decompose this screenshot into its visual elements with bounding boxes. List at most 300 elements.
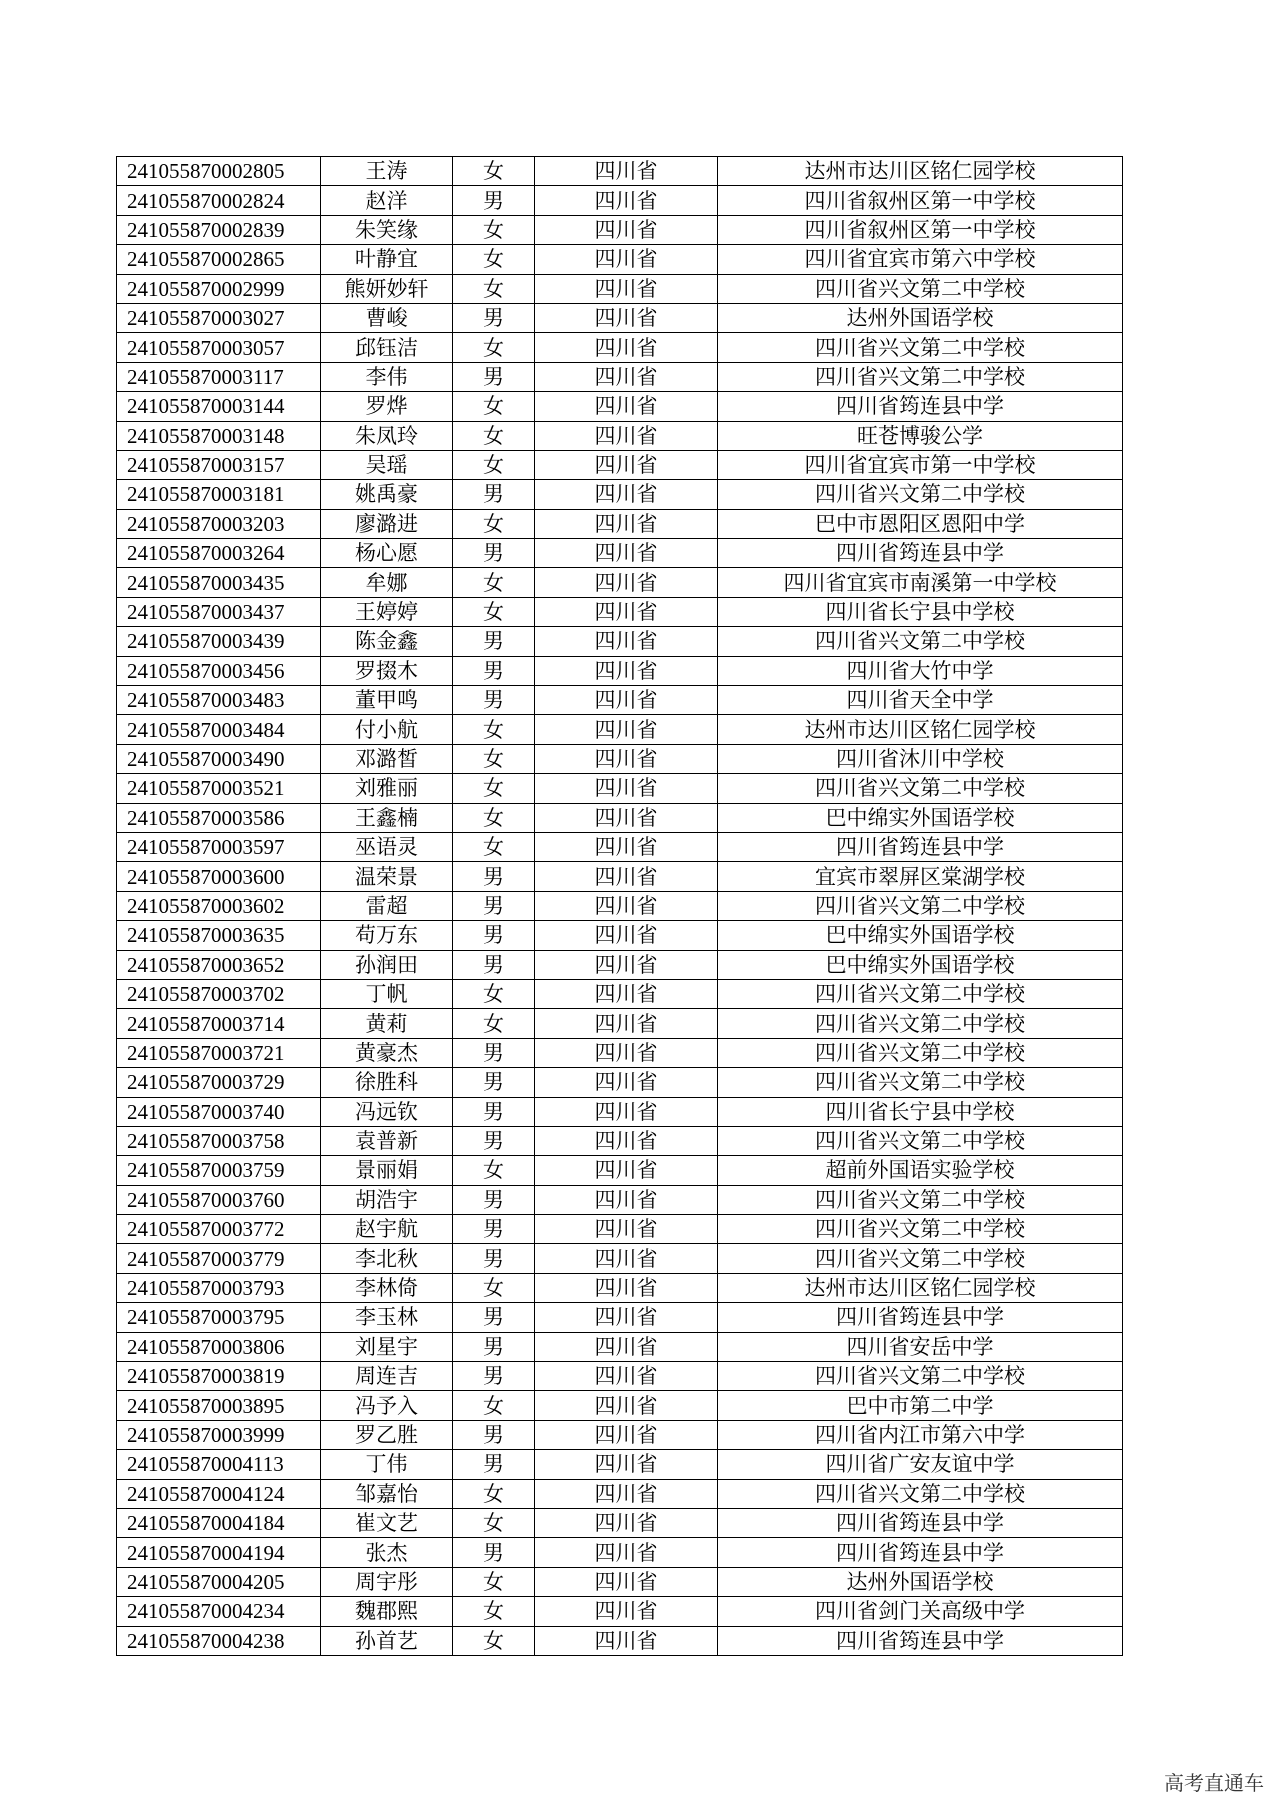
table-row <box>117 1126 1123 1155</box>
gender-cell: 男 <box>453 1303 535 1332</box>
gender-cell: 男 <box>453 1538 535 1567</box>
province-cell: 四川省 <box>535 1215 718 1244</box>
gender-cell: 女 <box>453 568 535 597</box>
gender-cell: 男 <box>453 1244 535 1273</box>
exam-id-cell: 241055870003586 <box>117 803 321 832</box>
exam-id-cell: 241055870003437 <box>117 597 321 626</box>
exam-id-cell: 241055870003779 <box>117 1244 321 1273</box>
table-row <box>117 979 1123 1008</box>
table-row <box>117 1538 1123 1567</box>
province-cell: 四川省 <box>535 509 718 538</box>
exam-id-cell: 241055870003819 <box>117 1362 321 1391</box>
exam-id-cell: 241055870003027 <box>117 303 321 332</box>
gender-cell: 女 <box>453 1508 535 1537</box>
school-cell: 四川省兴文第二中学校 <box>718 1068 1123 1097</box>
exam-id-cell: 241055870003144 <box>117 392 321 421</box>
province-cell: 四川省 <box>535 1273 718 1302</box>
province-cell: 四川省 <box>535 480 718 509</box>
name-cell: 王婷婷 <box>321 597 453 626</box>
gender-cell: 女 <box>453 274 535 303</box>
gender-cell: 女 <box>453 1156 535 1185</box>
name-cell: 孙首艺 <box>321 1626 453 1655</box>
school-cell: 四川省筠连县中学 <box>718 832 1123 861</box>
exam-id-cell: 241055870003652 <box>117 950 321 979</box>
exam-id-cell: 241055870003602 <box>117 891 321 920</box>
school-cell: 四川省长宁县中学校 <box>718 1097 1123 1126</box>
exam-id-cell: 241055870002865 <box>117 245 321 274</box>
name-cell: 杨心愿 <box>321 539 453 568</box>
province-cell: 四川省 <box>535 1508 718 1537</box>
exam-id-cell: 241055870003203 <box>117 509 321 538</box>
table-row <box>117 1185 1123 1214</box>
exam-id-cell: 241055870004238 <box>117 1626 321 1655</box>
table-row <box>117 539 1123 568</box>
province-cell: 四川省 <box>535 539 718 568</box>
school-cell: 四川省兴文第二中学校 <box>718 1215 1123 1244</box>
province-cell: 四川省 <box>535 656 718 685</box>
school-cell: 四川省宜宾市第一中学校 <box>718 450 1123 479</box>
table-row <box>117 1038 1123 1067</box>
exam-id-cell: 241055870003795 <box>117 1303 321 1332</box>
name-cell: 曹峻 <box>321 303 453 332</box>
province-cell: 四川省 <box>535 1303 718 1332</box>
province-cell: 四川省 <box>535 1185 718 1214</box>
table-row <box>117 1009 1123 1038</box>
table-row <box>117 774 1123 803</box>
table-row <box>117 568 1123 597</box>
school-cell: 四川省兴文第二中学校 <box>718 362 1123 391</box>
gender-cell: 女 <box>453 245 535 274</box>
province-cell: 四川省 <box>535 1450 718 1479</box>
name-cell: 牟娜 <box>321 568 453 597</box>
exam-id-cell: 241055870004194 <box>117 1538 321 1567</box>
name-cell: 邱钰洁 <box>321 333 453 362</box>
school-cell: 四川省兴文第二中学校 <box>718 333 1123 362</box>
student-roster-table <box>116 156 1123 1656</box>
province-cell: 四川省 <box>535 1068 718 1097</box>
school-cell: 四川省兴文第二中学校 <box>718 979 1123 1008</box>
table-row <box>117 421 1123 450</box>
province-cell: 四川省 <box>535 1597 718 1626</box>
gender-cell: 男 <box>453 656 535 685</box>
school-cell: 巴中市恩阳区恩阳中学 <box>718 509 1123 538</box>
school-cell: 四川省宜宾市第六中学校 <box>718 245 1123 274</box>
exam-id-cell: 241055870003057 <box>117 333 321 362</box>
school-cell: 达州市达川区铭仁园学校 <box>718 1273 1123 1302</box>
province-cell: 四川省 <box>535 333 718 362</box>
exam-id-cell: 241055870002999 <box>117 274 321 303</box>
province-cell: 四川省 <box>535 891 718 920</box>
name-cell: 刘雅丽 <box>321 774 453 803</box>
gender-cell: 女 <box>453 715 535 744</box>
exam-id-cell: 241055870003635 <box>117 921 321 950</box>
name-cell: 张杰 <box>321 1538 453 1567</box>
table-row <box>117 303 1123 332</box>
gender-cell: 女 <box>453 157 535 186</box>
exam-id-cell: 241055870003806 <box>117 1332 321 1361</box>
table-row <box>117 450 1123 479</box>
province-cell: 四川省 <box>535 1038 718 1067</box>
province-cell: 四川省 <box>535 1126 718 1155</box>
gender-cell: 女 <box>453 774 535 803</box>
province-cell: 四川省 <box>535 392 718 421</box>
province-cell: 四川省 <box>535 832 718 861</box>
exam-id-cell: 241055870002805 <box>117 157 321 186</box>
exam-id-cell: 241055870003895 <box>117 1391 321 1420</box>
province-cell: 四川省 <box>535 597 718 626</box>
gender-cell: 男 <box>453 1420 535 1449</box>
gender-cell: 男 <box>453 862 535 891</box>
province-cell: 四川省 <box>535 568 718 597</box>
school-cell: 四川省兴文第二中学校 <box>718 1038 1123 1067</box>
province-cell: 四川省 <box>535 1567 718 1596</box>
name-cell: 李北秋 <box>321 1244 453 1273</box>
province-cell: 四川省 <box>535 1362 718 1391</box>
gender-cell: 女 <box>453 1273 535 1302</box>
exam-id-cell: 241055870003714 <box>117 1009 321 1038</box>
name-cell: 叶静宜 <box>321 245 453 274</box>
province-cell: 四川省 <box>535 950 718 979</box>
school-cell: 四川省筠连县中学 <box>718 1303 1123 1332</box>
school-cell: 巴中绵实外国语学校 <box>718 921 1123 950</box>
name-cell: 苟万东 <box>321 921 453 950</box>
roster-body <box>117 157 1123 1656</box>
name-cell: 崔文艺 <box>321 1508 453 1537</box>
table-row <box>117 186 1123 215</box>
exam-id-cell: 241055870004113 <box>117 1450 321 1479</box>
exam-id-cell: 241055870003600 <box>117 862 321 891</box>
school-cell: 达州外国语学校 <box>718 303 1123 332</box>
name-cell: 刘星宇 <box>321 1332 453 1361</box>
province-cell: 四川省 <box>535 1479 718 1508</box>
name-cell: 熊妍妙轩 <box>321 274 453 303</box>
school-cell: 四川省筠连县中学 <box>718 1626 1123 1655</box>
exam-id-cell: 241055870003729 <box>117 1068 321 1097</box>
province-cell: 四川省 <box>535 1538 718 1567</box>
exam-id-cell: 241055870003148 <box>117 421 321 450</box>
table-row <box>117 1097 1123 1126</box>
school-cell: 宜宾市翠屏区棠湖学校 <box>718 862 1123 891</box>
name-cell: 胡浩宇 <box>321 1185 453 1214</box>
table-row <box>117 362 1123 391</box>
school-cell: 四川省兴文第二中学校 <box>718 274 1123 303</box>
gender-cell: 男 <box>453 362 535 391</box>
gender-cell: 男 <box>453 1215 535 1244</box>
name-cell: 周宇彤 <box>321 1567 453 1596</box>
table-row <box>117 891 1123 920</box>
province-cell: 四川省 <box>535 157 718 186</box>
table-row <box>117 245 1123 274</box>
school-cell: 四川省叙州区第一中学校 <box>718 186 1123 215</box>
name-cell: 赵洋 <box>321 186 453 215</box>
name-cell: 邓潞皙 <box>321 744 453 773</box>
gender-cell: 女 <box>453 1391 535 1420</box>
gender-cell: 女 <box>453 979 535 1008</box>
name-cell: 李玉林 <box>321 1303 453 1332</box>
school-cell: 四川省剑门关高级中学 <box>718 1597 1123 1626</box>
gender-cell: 女 <box>453 333 535 362</box>
province-cell: 四川省 <box>535 1332 718 1361</box>
school-cell: 四川省宜宾市南溪第一中学校 <box>718 568 1123 597</box>
province-cell: 四川省 <box>535 1420 718 1449</box>
exam-id-cell: 241055870003435 <box>117 568 321 597</box>
name-cell: 李林倚 <box>321 1273 453 1302</box>
gender-cell: 男 <box>453 1068 535 1097</box>
exam-id-cell: 241055870003793 <box>117 1273 321 1302</box>
school-cell: 四川省兴文第二中学校 <box>718 1362 1123 1391</box>
school-cell: 达州市达川区铭仁园学校 <box>718 157 1123 186</box>
exam-id-cell: 241055870003721 <box>117 1038 321 1067</box>
school-cell: 旺苍博骏公学 <box>718 421 1123 450</box>
school-cell: 四川省兴文第二中学校 <box>718 891 1123 920</box>
gender-cell: 女 <box>453 450 535 479</box>
gender-cell: 男 <box>453 950 535 979</box>
table-row <box>117 921 1123 950</box>
gender-cell: 男 <box>453 1126 535 1155</box>
name-cell: 罗掇木 <box>321 656 453 685</box>
name-cell: 景丽娟 <box>321 1156 453 1185</box>
gender-cell: 男 <box>453 480 535 509</box>
gender-cell: 男 <box>453 539 535 568</box>
school-cell: 巴中绵实外国语学校 <box>718 803 1123 832</box>
table-row <box>117 950 1123 979</box>
name-cell: 雷超 <box>321 891 453 920</box>
table-row <box>117 333 1123 362</box>
exam-id-cell: 241055870004205 <box>117 1567 321 1596</box>
name-cell: 吴瑶 <box>321 450 453 479</box>
gender-cell: 男 <box>453 686 535 715</box>
school-cell: 四川省内江市第六中学 <box>718 1420 1123 1449</box>
province-cell: 四川省 <box>535 715 718 744</box>
name-cell: 周连吉 <box>321 1362 453 1391</box>
name-cell: 巫语灵 <box>321 832 453 861</box>
name-cell: 魏郡熙 <box>321 1597 453 1626</box>
table-row <box>117 1215 1123 1244</box>
name-cell: 丁伟 <box>321 1450 453 1479</box>
school-cell: 四川省沐川中学校 <box>718 744 1123 773</box>
exam-id-cell: 241055870003483 <box>117 686 321 715</box>
province-cell: 四川省 <box>535 362 718 391</box>
table-row <box>117 274 1123 303</box>
table-row <box>117 627 1123 656</box>
school-cell: 四川省兴文第二中学校 <box>718 1009 1123 1038</box>
exam-id-cell: 241055870003439 <box>117 627 321 656</box>
name-cell: 孙润田 <box>321 950 453 979</box>
exam-id-cell: 241055870003490 <box>117 744 321 773</box>
province-cell: 四川省 <box>535 686 718 715</box>
table-row <box>117 803 1123 832</box>
name-cell: 冯予入 <box>321 1391 453 1420</box>
name-cell: 付小航 <box>321 715 453 744</box>
name-cell: 徐胜科 <box>321 1068 453 1097</box>
gender-cell: 女 <box>453 832 535 861</box>
name-cell: 王涛 <box>321 157 453 186</box>
province-cell: 四川省 <box>535 1391 718 1420</box>
exam-id-cell: 241055870002839 <box>117 215 321 244</box>
table-row <box>117 1391 1123 1420</box>
table-row <box>117 832 1123 861</box>
school-cell: 四川省兴文第二中学校 <box>718 480 1123 509</box>
province-cell: 四川省 <box>535 421 718 450</box>
gender-cell: 女 <box>453 1009 535 1038</box>
province-cell: 四川省 <box>535 1156 718 1185</box>
gender-cell: 女 <box>453 1597 535 1626</box>
table-row <box>117 1508 1123 1537</box>
province-cell: 四川省 <box>535 1097 718 1126</box>
gender-cell: 男 <box>453 303 535 332</box>
exam-id-cell: 241055870003456 <box>117 656 321 685</box>
gender-cell: 男 <box>453 186 535 215</box>
table-row <box>117 1362 1123 1391</box>
table-row <box>117 1626 1123 1655</box>
name-cell: 朱笑缘 <box>321 215 453 244</box>
school-cell: 超前外国语实验学校 <box>718 1156 1123 1185</box>
table-row <box>117 1156 1123 1185</box>
school-cell: 四川省兴文第二中学校 <box>718 1185 1123 1214</box>
gender-cell: 男 <box>453 1185 535 1214</box>
name-cell: 邹嘉怡 <box>321 1479 453 1508</box>
table-row <box>117 686 1123 715</box>
table-row <box>117 1332 1123 1361</box>
name-cell: 董甲鸣 <box>321 686 453 715</box>
name-cell: 廖潞进 <box>321 509 453 538</box>
school-cell: 四川省筠连县中学 <box>718 1538 1123 1567</box>
table-row <box>117 715 1123 744</box>
school-cell: 四川省兴文第二中学校 <box>718 1126 1123 1155</box>
name-cell: 冯远钦 <box>321 1097 453 1126</box>
gender-cell: 女 <box>453 803 535 832</box>
school-cell: 巴中市第二中学 <box>718 1391 1123 1420</box>
gender-cell: 男 <box>453 1450 535 1479</box>
exam-id-cell: 241055870003597 <box>117 832 321 861</box>
gender-cell: 女 <box>453 744 535 773</box>
province-cell: 四川省 <box>535 274 718 303</box>
gender-cell: 男 <box>453 921 535 950</box>
school-cell: 四川省大竹中学 <box>718 656 1123 685</box>
school-cell: 四川省广安友谊中学 <box>718 1450 1123 1479</box>
exam-id-cell: 241055870003740 <box>117 1097 321 1126</box>
exam-id-cell: 241055870003758 <box>117 1126 321 1155</box>
school-cell: 四川省兴文第二中学校 <box>718 627 1123 656</box>
province-cell: 四川省 <box>535 450 718 479</box>
gender-cell: 女 <box>453 421 535 450</box>
province-cell: 四川省 <box>535 921 718 950</box>
gender-cell: 女 <box>453 1567 535 1596</box>
name-cell: 袁普新 <box>321 1126 453 1155</box>
province-cell: 四川省 <box>535 1009 718 1038</box>
gender-cell: 女 <box>453 215 535 244</box>
province-cell: 四川省 <box>535 979 718 1008</box>
gender-cell: 女 <box>453 597 535 626</box>
gender-cell: 女 <box>453 1626 535 1655</box>
name-cell: 陈金鑫 <box>321 627 453 656</box>
exam-id-cell: 241055870003484 <box>117 715 321 744</box>
gender-cell: 男 <box>453 1097 535 1126</box>
school-cell: 巴中绵实外国语学校 <box>718 950 1123 979</box>
name-cell: 王鑫楠 <box>321 803 453 832</box>
table-row <box>117 656 1123 685</box>
exam-id-cell: 241055870004124 <box>117 1479 321 1508</box>
school-cell: 四川省兴文第二中学校 <box>718 774 1123 803</box>
school-cell: 四川省筠连县中学 <box>718 539 1123 568</box>
table-row <box>117 1479 1123 1508</box>
name-cell: 李伟 <box>321 362 453 391</box>
exam-id-cell: 241055870004184 <box>117 1508 321 1537</box>
table-row <box>117 1273 1123 1302</box>
name-cell: 温荣景 <box>321 862 453 891</box>
province-cell: 四川省 <box>535 215 718 244</box>
name-cell: 朱凤玲 <box>321 421 453 450</box>
gender-cell: 男 <box>453 891 535 920</box>
name-cell: 姚禹豪 <box>321 480 453 509</box>
school-cell: 四川省筠连县中学 <box>718 1508 1123 1537</box>
table-row <box>117 1068 1123 1097</box>
table-row <box>117 1244 1123 1273</box>
table-row <box>117 597 1123 626</box>
table-row <box>117 1420 1123 1449</box>
table-row <box>117 1450 1123 1479</box>
table-row <box>117 157 1123 186</box>
exam-id-cell: 241055870003181 <box>117 480 321 509</box>
exam-id-cell: 241055870003759 <box>117 1156 321 1185</box>
table-row <box>117 480 1123 509</box>
name-cell: 黄豪杰 <box>321 1038 453 1067</box>
table-row <box>117 862 1123 891</box>
province-cell: 四川省 <box>535 627 718 656</box>
school-cell: 四川省筠连县中学 <box>718 392 1123 421</box>
school-cell: 达州市达川区铭仁园学校 <box>718 715 1123 744</box>
name-cell: 丁帆 <box>321 979 453 1008</box>
school-cell: 达州外国语学校 <box>718 1567 1123 1596</box>
gender-cell: 女 <box>453 509 535 538</box>
exam-id-cell: 241055870003264 <box>117 539 321 568</box>
gender-cell: 男 <box>453 1362 535 1391</box>
school-cell: 四川省兴文第二中学校 <box>718 1479 1123 1508</box>
gender-cell: 女 <box>453 392 535 421</box>
table-row <box>117 392 1123 421</box>
gender-cell: 男 <box>453 1332 535 1361</box>
gender-cell: 女 <box>453 1479 535 1508</box>
gender-cell: 男 <box>453 627 535 656</box>
school-cell: 四川省兴文第二中学校 <box>718 1244 1123 1273</box>
table-row <box>117 1597 1123 1626</box>
province-cell: 四川省 <box>535 803 718 832</box>
province-cell: 四川省 <box>535 744 718 773</box>
school-cell: 四川省安岳中学 <box>718 1332 1123 1361</box>
province-cell: 四川省 <box>535 862 718 891</box>
table-row <box>117 1567 1123 1596</box>
province-cell: 四川省 <box>535 303 718 332</box>
school-cell: 四川省叙州区第一中学校 <box>718 215 1123 244</box>
exam-id-cell: 241055870003760 <box>117 1185 321 1214</box>
province-cell: 四川省 <box>535 1244 718 1273</box>
exam-id-cell: 241055870003772 <box>117 1215 321 1244</box>
exam-id-cell: 241055870003521 <box>117 774 321 803</box>
exam-id-cell: 241055870002824 <box>117 186 321 215</box>
province-cell: 四川省 <box>535 774 718 803</box>
name-cell: 赵宇航 <box>321 1215 453 1244</box>
table-row <box>117 1303 1123 1332</box>
province-cell: 四川省 <box>535 245 718 274</box>
exam-id-cell: 241055870003157 <box>117 450 321 479</box>
table-row <box>117 509 1123 538</box>
exam-id-cell: 241055870004234 <box>117 1597 321 1626</box>
name-cell: 黄莉 <box>321 1009 453 1038</box>
name-cell: 罗乙胜 <box>321 1420 453 1449</box>
watermark-text: 高考直通车 <box>1164 1771 1264 1795</box>
school-cell: 四川省长宁县中学校 <box>718 597 1123 626</box>
province-cell: 四川省 <box>535 186 718 215</box>
